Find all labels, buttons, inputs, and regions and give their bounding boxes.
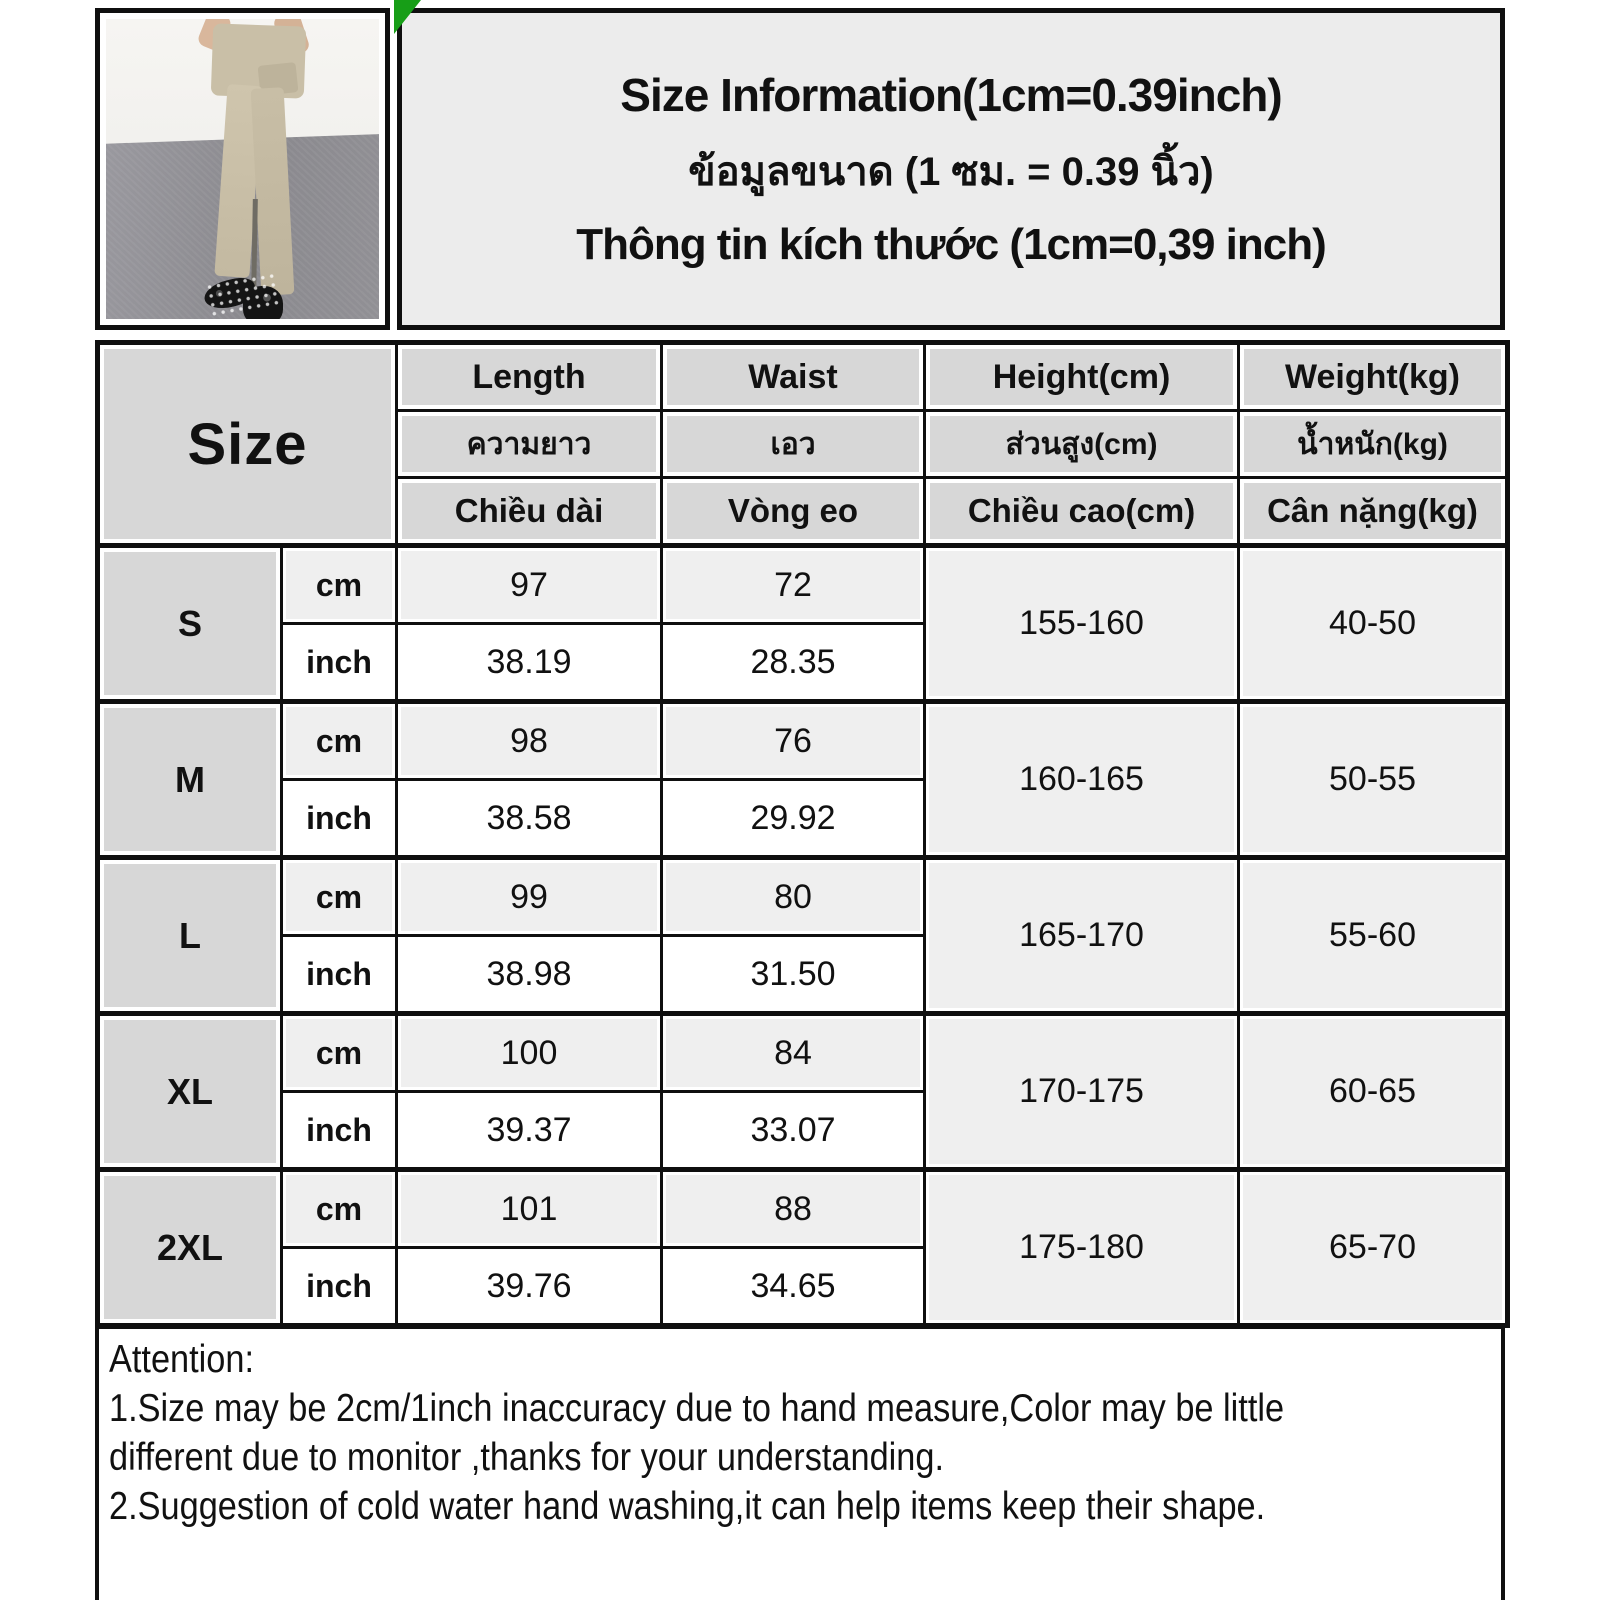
unit-label: cm xyxy=(282,858,397,936)
length-inch: 38.19 xyxy=(397,624,662,702)
unit-label: inch xyxy=(282,1248,397,1326)
col-header-waist-en: Waist xyxy=(662,343,925,411)
unit-label: cm xyxy=(282,546,397,624)
size-label: M xyxy=(98,702,282,858)
length-cm: 100 xyxy=(397,1014,662,1092)
size-label: S xyxy=(98,546,282,702)
waist-cm: 88 xyxy=(662,1170,925,1248)
weight-range: 60-65 xyxy=(1239,1014,1508,1170)
height-range: 175-180 xyxy=(925,1170,1239,1326)
unit-label: cm xyxy=(282,1170,397,1248)
unit-label: inch xyxy=(282,780,397,858)
size-label: 2XL xyxy=(98,1170,282,1326)
attention-note-line: 2.Suggestion of cold water hand washing,it can help items keep their shape. xyxy=(109,1485,1266,1528)
row-s-cm xyxy=(98,546,1508,624)
waist-cm: 72 xyxy=(662,546,925,624)
unit-label: inch xyxy=(282,624,397,702)
col-header-length-en: Length xyxy=(397,343,662,411)
unit-label: cm xyxy=(282,702,397,780)
corner-flag-icon xyxy=(394,0,421,34)
waist-inch: 29.92 xyxy=(662,780,925,858)
weight-range: 55-60 xyxy=(1239,858,1508,1014)
col-header-length-vi: Chiều dài xyxy=(397,478,662,546)
page-title-vi: Thông tin kích thước (1cm=0,39 inch) xyxy=(576,220,1326,269)
waist-cm: 84 xyxy=(662,1014,925,1092)
col-header-weight-th: น้ำหนัก(kg) xyxy=(1239,411,1508,478)
row-2xl-cm xyxy=(98,1170,1508,1248)
title-box xyxy=(397,8,1505,330)
attention-note-line: 1.Size may be 2cm/1inch inaccuracy due to hand measure,Color may be little xyxy=(109,1387,1285,1430)
length-inch: 38.58 xyxy=(397,780,662,858)
height-range: 165-170 xyxy=(925,858,1239,1014)
length-inch: 38.98 xyxy=(397,936,662,1014)
length-cm: 101 xyxy=(397,1170,662,1248)
size-header: Size xyxy=(98,343,397,546)
height-range: 170-175 xyxy=(925,1014,1239,1170)
unit-label: cm xyxy=(282,1014,397,1092)
height-range: 160-165 xyxy=(925,702,1239,858)
size-label: L xyxy=(98,858,282,1014)
shoe xyxy=(243,286,284,319)
col-header-length-th: ความยาว xyxy=(397,411,662,478)
length-inch: 39.76 xyxy=(397,1248,662,1326)
unit-label: inch xyxy=(282,1092,397,1170)
length-cm: 97 xyxy=(397,546,662,624)
page-title-th: ข้อมูลขนาด (1 ซม. = 0.39 นิ้ว) xyxy=(688,150,1214,194)
length-inch: 39.37 xyxy=(397,1092,662,1170)
top-section xyxy=(95,8,1505,330)
waist-inch: 31.50 xyxy=(662,936,925,1014)
col-header-height-en: Height(cm) xyxy=(925,343,1239,411)
attention-box xyxy=(95,1325,1505,1600)
waist-inch: 33.07 xyxy=(662,1092,925,1170)
size-table xyxy=(95,340,1510,1328)
weight-range: 65-70 xyxy=(1239,1170,1508,1326)
product-photo xyxy=(106,19,379,319)
length-cm: 99 xyxy=(397,858,662,936)
weight-range: 40-50 xyxy=(1239,546,1508,702)
col-header-height-vi: Chiều cao(cm) xyxy=(925,478,1239,546)
waist-cm: 80 xyxy=(662,858,925,936)
col-header-weight-en: Weight(kg) xyxy=(1239,343,1508,411)
waist-cm: 76 xyxy=(662,702,925,780)
weight-range: 50-55 xyxy=(1239,702,1508,858)
length-cm: 98 xyxy=(397,702,662,780)
col-header-weight-vi: Cân nặng(kg) xyxy=(1239,478,1508,546)
col-header-height-th: ส่วนสูง(cm) xyxy=(925,411,1239,478)
header-row-en xyxy=(98,343,1508,411)
height-range: 155-160 xyxy=(925,546,1239,702)
row-xl-cm xyxy=(98,1014,1508,1092)
attention-heading: Attention: xyxy=(109,1338,255,1381)
product-photo-frame xyxy=(95,8,390,330)
unit-label: inch xyxy=(282,936,397,1014)
row-m-cm xyxy=(98,702,1508,780)
col-header-waist-th: เอว xyxy=(662,411,925,478)
col-header-waist-vi: Vòng eo xyxy=(662,478,925,546)
content xyxy=(95,8,1505,1600)
row-l-cm xyxy=(98,858,1508,936)
page-title-en: Size Information(1cm=0.39inch) xyxy=(620,69,1282,121)
size-label: XL xyxy=(98,1014,282,1170)
waist-inch: 28.35 xyxy=(662,624,925,702)
attention-note-line: different due to monitor ,thanks for your understanding. xyxy=(109,1436,944,1479)
waist-inch: 34.65 xyxy=(662,1248,925,1326)
